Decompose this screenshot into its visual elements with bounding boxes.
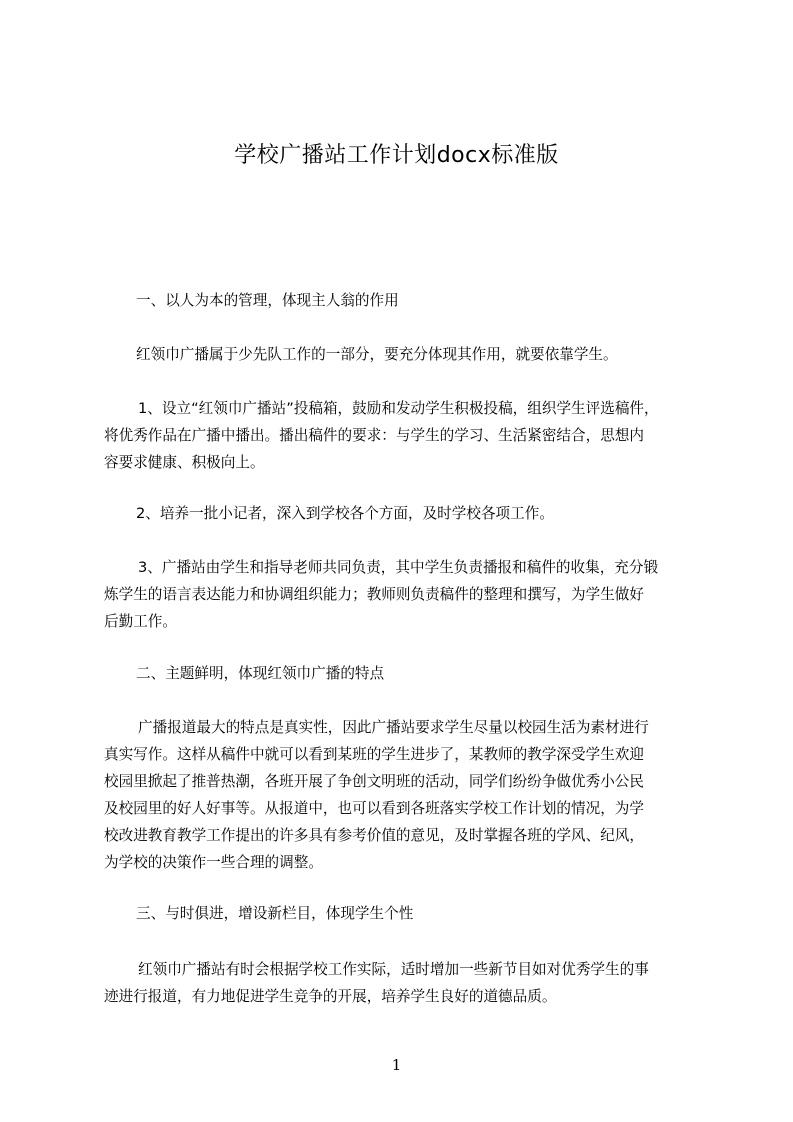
paragraph-line: 炼学生的语言表达能力和协调组织能力；教师则负责稿件的整理和撰写，为学生做好: [104, 586, 644, 603]
section-heading-2: 二、主题鲜明，体现红领巾广播的特点: [136, 665, 385, 682]
list-item-1: [104, 395, 714, 476]
paragraph-line: 为学校的决策作一些合理的调整。: [104, 854, 323, 871]
paragraph-line: 将优秀作品在广播中播出。播出稿件的要求：与学生的学习、生活紧密结合，思想内: [104, 427, 644, 444]
document-title: 学校广播站工作计划docx标准版: [234, 143, 559, 168]
paragraph-line: 广播报道最大的特点是真实性，因此广播站要求学生尽量以校园生活为素材进行: [138, 719, 649, 736]
list-item-2: [104, 500, 714, 527]
paragraph-line: 1、设立“红领巾广播站”投稿箱，鼓励和发动学生积极投稿，组织学生评选稿件，: [138, 400, 659, 417]
paragraph-3: [104, 956, 714, 1010]
section-heading-1: 一、以人为本的管理，体现主人翁的作用: [136, 292, 399, 309]
paragraph-line: 校改进教育教学工作提出的许多具有参考价值的意见，及时掌握各班的学风、纪风，: [104, 827, 644, 844]
section-heading-3: 三、与时俱进，增设新栏目，体现学生个性: [136, 905, 414, 922]
paragraph-line: 红领巾广播属于少先队工作的一部分，要充分体现其作用，就要依靠学生。: [136, 346, 618, 363]
paragraph-line: 迹进行报道，有力地促进学生竞争的开展，培养学生良好的道德品质。: [104, 988, 557, 1005]
paragraph-line: 及校园里的好人好事等。从报道中，也可以看到各班落实学校工作计划的情况，为学: [104, 800, 644, 817]
paragraph-line: 红领巾广播站有时会根据学校工作实际，适时增加一些新节目如对优秀学生的事: [138, 961, 649, 978]
paragraph-line: 2、培养一批小记者，深入到学校各个方面，及时学校各项工作。: [136, 505, 554, 522]
paragraph-line: 校园里掀起了推普热潮，各班开展了争创文明班的活动，同学们纷纷争做优秀小公民: [104, 773, 644, 790]
paragraph-line: 容要求健康、积极向上。: [104, 454, 265, 471]
page-number: 1: [391, 1056, 402, 1074]
paragraph-line: 3、广播站由学生和指导老师共同负责，其中学生负责播报和稿件的收集，充分锻: [138, 559, 659, 576]
paragraph-line: 真实写作。这样从稿件中就可以看到某班的学生进步了，某教师的教学深受学生欢迎: [104, 746, 644, 763]
list-item-3: [104, 554, 714, 635]
paragraph-2: [104, 714, 714, 876]
paragraph-line: 后勤工作。: [104, 613, 177, 630]
paragraph-1: [104, 341, 714, 368]
